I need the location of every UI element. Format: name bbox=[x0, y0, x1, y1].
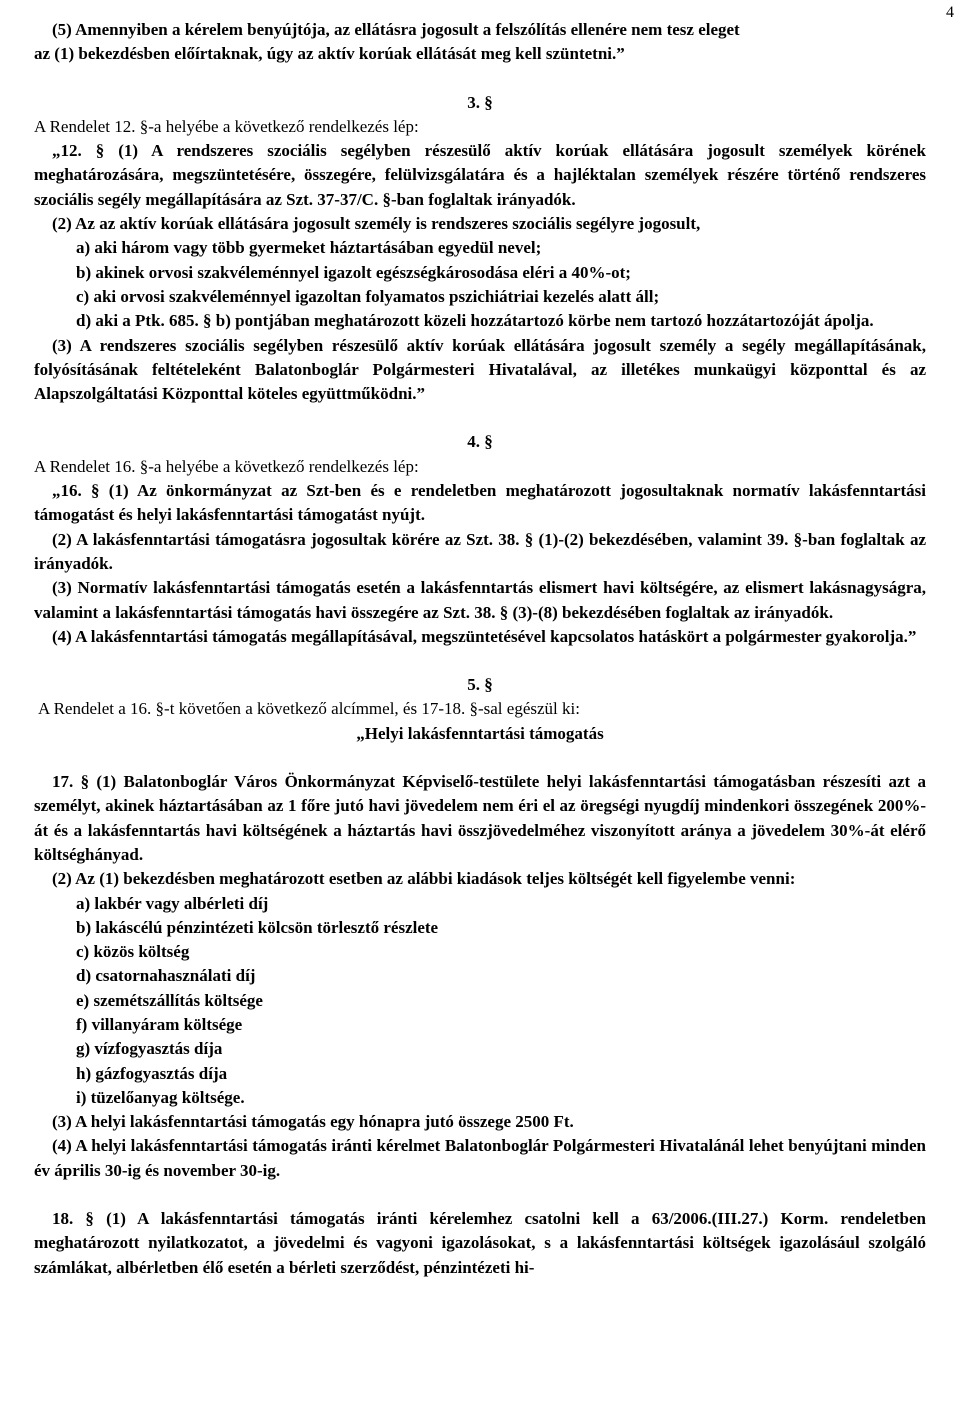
section3-paragraph2: (2) Az az aktív korúak ellátására jogosult személy is rendszeres szociális segélyre jogosult, bbox=[52, 214, 701, 234]
section3-intro: A Rendelet 12. §-a helyébe a következő rendelkezés lép: bbox=[34, 116, 419, 136]
section3-paragraph1: „12. § (1) A rendszeres szociális segélyben részesülő aktív korúak ellátására jogosult személyek körének meghatározására, megszüntetésére, összegére, felülvizsgálatára és a hajléktalan személyek részére történő rendszeres szociális segély megállapítására az Szt. 37-37/C. §-ban foglaltak irányadók. bbox=[34, 141, 926, 209]
section3-item-b: b) akinek orvosi szakvéleménnyel igazolt egészségkárosodása eléri a 40%-ot; bbox=[76, 262, 631, 282]
list-item: e) szemétszállítás költsége bbox=[76, 990, 263, 1010]
page-number: 4 bbox=[946, 4, 954, 21]
section3-heading: 3. § bbox=[467, 92, 493, 112]
section3-item-c: c) aki orvosi szakvéleménnyel igazoltan folyamatos pszichiátriai kezelés alatt áll; bbox=[76, 286, 660, 306]
section17-cost-list bbox=[34, 892, 926, 1111]
section3-paragraph3: (3) A rendszeres szociális segélyben részesülő aktív korúak ellátására jogosult személy a segély megállapításának, folyósításának feltételeként Balatonboglár Polgármesteri Hivatalával, az illetékes munkaügyi központtal és az Alapszolgáltatási Központtal köteles együttműködni.” bbox=[34, 335, 926, 404]
section4-paragraph3: (3) Normatív lakásfenntartási támogatás esetén a lakásfenntartás elismert havi költségére, az elismert lakásnagyságra, valamint a lakásfenntartási támogatás havi összegére az Szt. 38. § (3)-(8) bekezdésében foglaltak az irányadók. bbox=[34, 578, 926, 622]
section5-intro: A Rendelet a 16. §-t követően a következő alcímmel, és 17-18. §-sal egészül ki: bbox=[38, 699, 580, 719]
section4-paragraph4: (4) A lakásfenntartási támogatás megállapításával, megszüntetésével kapcsolatos hatáskört a polgármester gyakorolja.” bbox=[52, 626, 917, 646]
section3-item-d: d) aki a Ptk. 685. § b) pontjában meghatározott közeli hozzátartozó körbe nem tartozó hozzátartozóját ápolja. bbox=[76, 311, 874, 331]
section17-paragraph4: (4) A helyi lakásfenntartási támogatás iránti kérelmet Balatonboglár Polgármesteri Hivatalánál lehet benyújtani minden év április 30-ig és november 30-ig. bbox=[34, 1136, 926, 1180]
list-item: h) gázfogyasztás díja bbox=[76, 1063, 228, 1083]
section4-intro: A Rendelet 16. §-a helyébe a következő rendelkezés lép: bbox=[34, 456, 419, 476]
section4-paragraph1: „16. § (1) Az önkormányzat az Szt-ben és e rendeletben meghatározott jogosultaknak normatív lakásfenntartási támogatást és helyi lakásfenntartási támogatást nyújt. bbox=[34, 481, 926, 525]
section17-paragraph3: (3) A helyi lakásfenntartási támogatás egy hónapra jutó összege 2500 Ft. bbox=[52, 1112, 574, 1132]
section2-paragraph5-line1: (5) Amennyiben a kérelem benyújtója, az ellátásra jogosult a felszólítás ellenére nem tesz eleget bbox=[52, 20, 740, 39]
list-item: b) lakáscélú pénzintézeti kölcsön törlesztő részlete bbox=[76, 917, 439, 937]
section5-heading: 5. § bbox=[467, 675, 493, 695]
list-item: f) villanyáram költsége bbox=[76, 1014, 243, 1034]
section2-paragraph5-line2: az (1) bekezdésben előírtaknak, úgy az aktív korúak ellátását meg kell szüntetni.” bbox=[34, 44, 625, 64]
list-item: c) közös költség bbox=[76, 942, 190, 962]
section17-paragraph2: (2) Az (1) bekezdésben meghatározott esetben az alábbi kiadások teljes költségét kell figyelembe venni: bbox=[52, 869, 796, 889]
section4-paragraph2: (2) A lakásfenntartási támogatásra jogosultak körére az Szt. 38. § (1)-(2) bekezdésében, valamint 39. §-ban foglaltak az irányadók. bbox=[34, 529, 926, 573]
list-item: i) tüzelőanyag költsége. bbox=[76, 1087, 245, 1107]
section4-heading: 4. § bbox=[467, 432, 493, 452]
section18-paragraph1: 18. § (1) A lakásfenntartási támogatás iránti kérelemhez csatolni kell a 63/2006.(III.27.) Korm. rendeletben meghatározott nyilatkozatot, a jövedelmi és vagyoni igazolásokat, s a lakásfenntartási költségek igazolásául szolgáló számlákat, albérletben élő esetén a bérleti szerződést, pénzintézeti hi- bbox=[34, 1209, 926, 1277]
list-item: g) vízfogyasztás díja bbox=[76, 1039, 223, 1059]
list-item: d) csatornahasználati díj bbox=[76, 966, 256, 986]
list-item: a) lakbér vagy albérleti díj bbox=[76, 893, 269, 913]
section3-item-a: a) aki három vagy több gyermeket háztartásában egyedül nevel; bbox=[76, 238, 542, 258]
section5-subtitle: „Helyi lakásfenntartási támogatás bbox=[356, 723, 604, 743]
section17-paragraph1: 17. § (1) Balatonboglár Város Önkormányzat Képviselő-testülete helyi lakásfenntartási támogatásban részesíti azt a személyt, akinek háztartásában az 1 főre jutó havi jövedelem nem éri el az öregségi nyugdíj mindenkori összegének 200%-át és a lakásfenntartás havi költségének a háztartás havi összjövedelméhez viszonyított aránya a jövedelem 30%-át elérő költséghányad. bbox=[34, 772, 926, 864]
